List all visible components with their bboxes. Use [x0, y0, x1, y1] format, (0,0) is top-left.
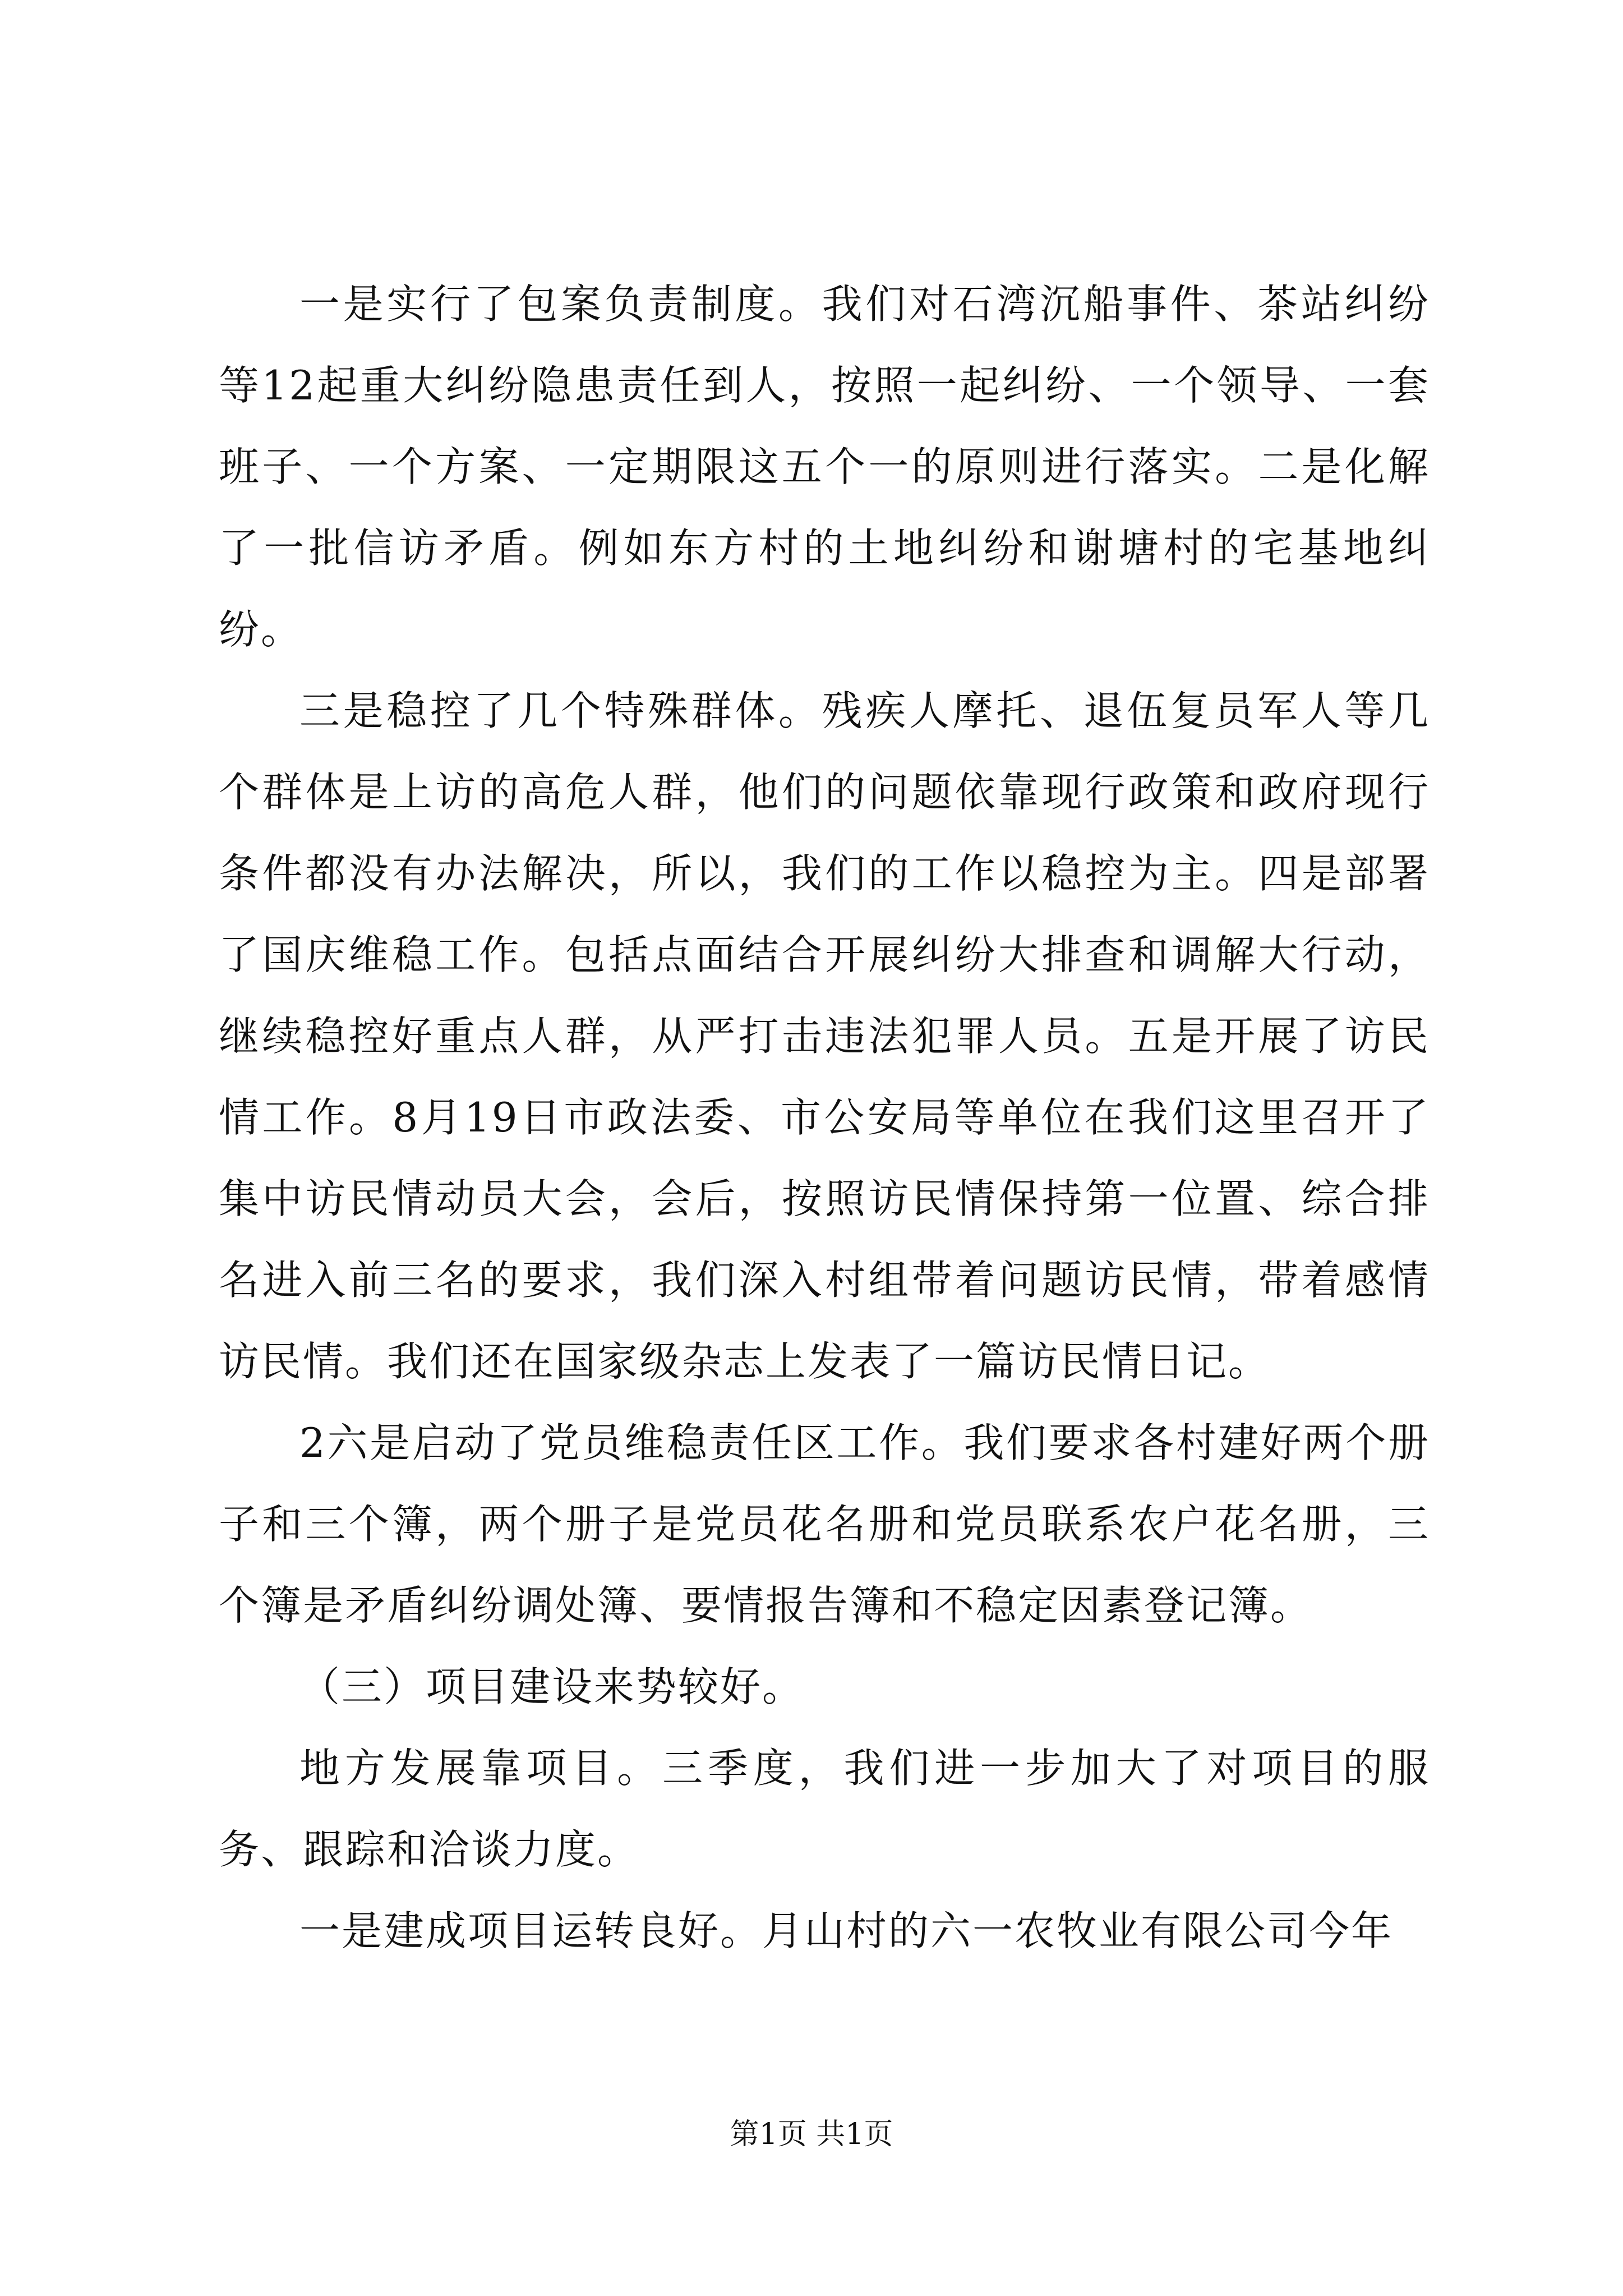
document-body	[219, 264, 1430, 1972]
page-footer: 第1页 共1页	[730, 2118, 893, 2151]
section-heading: （三）项目建设来势较好。	[299, 1663, 805, 1710]
paragraph-1: 一是实行了包案负责制度。我们对石湾沉船事件、茶站纠纷等12起重大纠纷隐患责任到人，按照一起纠纷、一个领导、一套班子、一个方案、一定期限这五个一的原则进行落实。二是化解了一批信访矛盾。例如东方村的土地纠纷和谢塘村的宅基地纠纷。	[219, 280, 1430, 653]
paragraph-4: 地方发展靠项目。三季度，我们进一步加大了对项目的服务、跟踪和洽谈力度。	[219, 1745, 1430, 1873]
paragraph-5: 一是建成项目运转良好。月山村的六一农牧业有限公司今年	[299, 1907, 1394, 1954]
paragraph-3: 2六是启动了党员维稳责任区工作。我们要求各村建好两个册子和三个簿，两个册子是党员花名册和党员联系农户花名册，三个簿是矛盾纠纷调处簿、要情报告簿和不稳定因素登记簿。	[219, 1419, 1430, 1629]
paragraph-2: 三是稳控了几个特殊群体。残疾人摩托、退伍复员军人等几个群体是上访的高危人群，他们的问题依靠现行政策和政府现行条件都没有办法解决，所以，我们的工作以稳控为主。四是部署了国庆维稳工作。包括点面结合开展纠纷大排查和调解大行动，继续稳控好重点人群，从严打击违法犯罪人员。五是开展了访民情工作。8月19日市政法委、市公安局等单位在我们这里召开了集中访民情动员大会，会后，按照访民情保持第一位置、综合排名进入前三名的要求，我们深入村组带着问题访民情，带着感情访民情。我们还在国家级杂志上发表了一篇访民情日记。	[219, 687, 1430, 1385]
